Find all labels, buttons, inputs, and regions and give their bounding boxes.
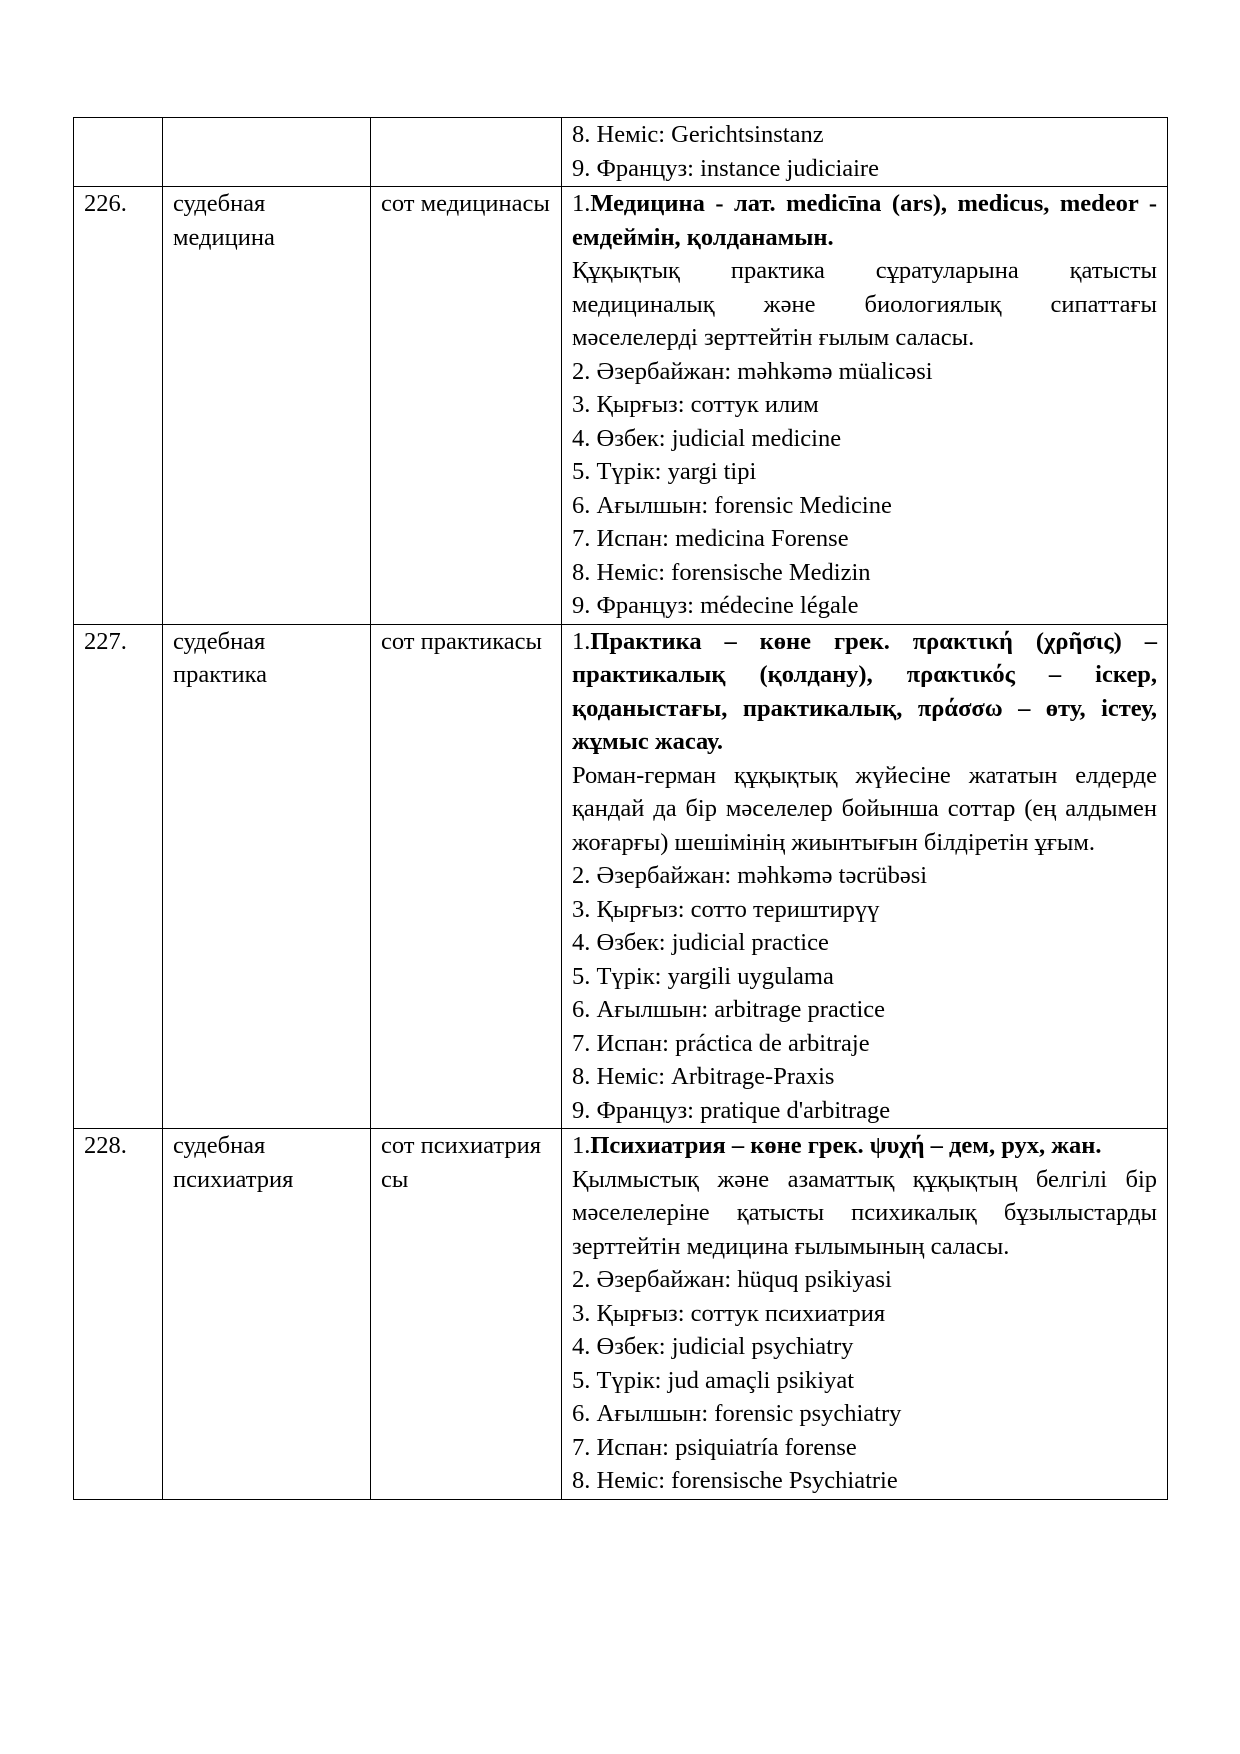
entry-description — [562, 118, 1168, 187]
translation-line: 3. Қырғыз: соттук илим — [572, 391, 819, 418]
kazakh-term — [371, 118, 562, 187]
entry-number — [74, 118, 163, 187]
entry-description — [562, 187, 1168, 625]
translation-line: 4. Өзбек: judicial medicine — [572, 424, 842, 452]
translation-line: 9. Француз: instance judiciaire — [572, 154, 879, 182]
translation-line: 9. Француз: médecine légale — [572, 592, 859, 619]
translation-line: 8. Неміс: Gerichtsinstanz — [572, 121, 824, 148]
definition: Роман-герман құқықтық жүйесіне жататын елдерде қандай да бір мәселелер бойынша соттар (ең алдымен жоғарғы) шешімінің жиынтығын білдіретін ұғым. — [572, 761, 1157, 856]
kazakh-term: сот психиатрия сы — [371, 1129, 562, 1500]
translation-line: 2. Әзербайжан: hüquq psikiyasi — [572, 1266, 892, 1293]
table-row — [74, 118, 1168, 187]
russian-term: судебная практика — [163, 624, 371, 1129]
definition: Құқықтық практика сұратуларына қатысты медициналық және биологиялық сипаттағы мәселелерді зерттейтін ғылым саласы. — [572, 257, 1157, 351]
translation-line: 8. Неміс: Arbitrage-Praxis — [572, 1063, 835, 1090]
translation-line: 3. Қырғыз: соттук психиатрия — [572, 1299, 886, 1327]
translation-line: 7. Испан: psiquiatría forense — [572, 1433, 857, 1461]
translation-line: 4. Өзбек: judicial psychiatry — [572, 1333, 854, 1360]
translation-line: 5. Түрік: jud amaçli psikiyat — [572, 1366, 855, 1394]
entry-number: 226. — [74, 187, 163, 625]
table-row — [74, 187, 1168, 625]
translation-line: 2. Әзербайжан: məhkəmə müalicəsi — [572, 357, 933, 385]
terminology-table — [73, 117, 1168, 1500]
table-row — [74, 624, 1168, 1129]
russian-term — [163, 118, 371, 187]
translation-line: 2. Әзербайжан: məhkəmə təcrübəsi — [572, 862, 928, 889]
translation-line: 5. Түрік: yargili uygulama — [572, 962, 834, 990]
entry-number: 228. — [74, 1129, 163, 1500]
entry-description — [562, 624, 1168, 1129]
translation-line: 8. Неміс: forensische Medizin — [572, 558, 871, 586]
entry-description — [562, 1129, 1168, 1500]
translation-line: 3. Қырғыз: сотто териштирүү — [572, 895, 880, 923]
translation-line: 4. Өзбек: judicial practice — [572, 929, 829, 956]
translation-line: 6. Ағылшын: forensic psychiatry — [572, 1400, 902, 1427]
translation-line: 6. Ағылшын: arbitrage practice — [572, 996, 885, 1023]
etymology: 1.Психиатрия – көне грек. ψυχή – дем, рух, жан. — [572, 1132, 1102, 1159]
table-row — [74, 1129, 1168, 1500]
kazakh-term: сот практикасы — [371, 624, 562, 1129]
entry-number: 227. — [74, 624, 163, 1129]
translation-line: 7. Испан: medicina Forense — [572, 525, 849, 552]
translation-line: 6. Ағылшын: forensic Medicine — [572, 491, 892, 519]
kazakh-term: сот медицинасы — [371, 187, 562, 625]
definition: Қылмыстық және азаматтық құқықтың белгілі бір мәселелеріне қатысты психикалық бұзылыстарды зерттейтін медицина ғылымының саласы. — [572, 1165, 1157, 1260]
russian-term: судебная психиатрия — [163, 1129, 371, 1500]
translation-line: 9. Француз: pratique d'arbitrage — [572, 1096, 891, 1124]
translation-line: 5. Түрік: yargi tipi — [572, 458, 757, 485]
russian-term: судебная медицина — [163, 187, 371, 625]
translation-line: 7. Испан: práctica de arbitraje — [572, 1029, 870, 1057]
etymology: 1.Медицина - лат. medicīna (ars), medicus, medeor - емдеймін, қолданамын. — [572, 190, 1157, 251]
etymology: 1.Практика – көне грек. πρακτική (χρῆσις) – практикалық (қолдану), πρακτικός – іскер, қоданыстағы, практикалық, πράσσω – өту, істеу, жұмыс жасау. — [572, 627, 1157, 755]
translation-line: 8. Неміс: forensische Psychiatrie — [572, 1467, 898, 1494]
